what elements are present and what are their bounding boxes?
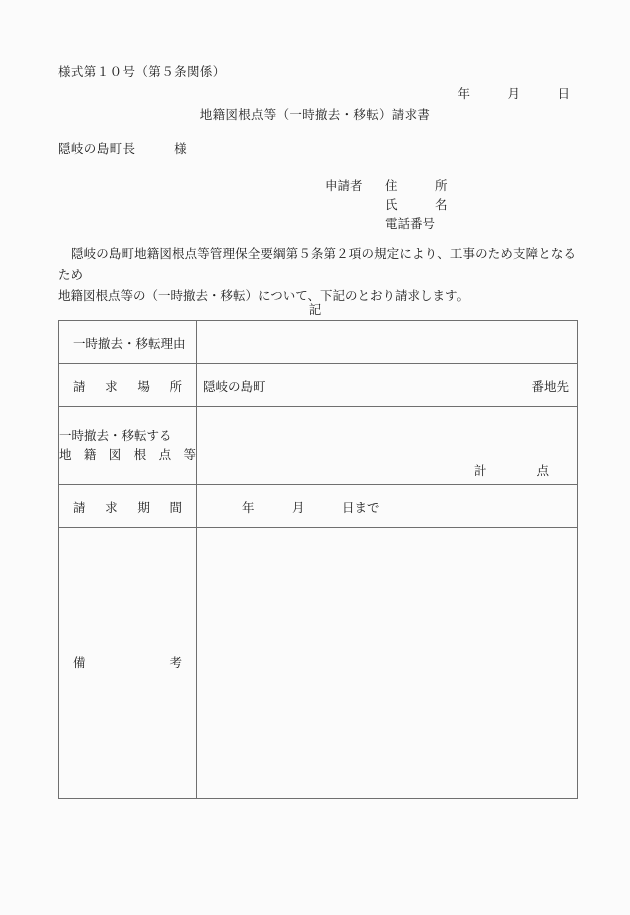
points-total-field: 計 点 [473, 463, 549, 478]
cell-label-remarks [59, 528, 197, 799]
label-period-char-1: 請 [73, 500, 86, 515]
label-period-char-3: 期 [137, 500, 150, 515]
cell-value-period[interactable] [197, 485, 578, 528]
label-place-char-2: 求 [105, 379, 118, 394]
table-row-reason [59, 321, 578, 364]
label-points-char-3: 図 [108, 447, 122, 462]
cell-label-reason [59, 321, 197, 364]
body-paragraph-line-2: 地籍図根点等の（一時撤去・移転）について、下記のとおり請求します。 [58, 288, 470, 303]
value-place-banchisaki: 番地先 [531, 379, 569, 394]
label-points-char-1: 地 [59, 447, 72, 462]
label-place-char-4: 所 [169, 379, 182, 394]
label-period [59, 498, 196, 516]
label-reason: 一時撤去・移転理由 [73, 336, 186, 351]
form-number: 様式第１０号（第５条関係） [58, 64, 226, 79]
label-remarks-char-2: 考 [169, 655, 182, 670]
applicant-label: 申請者 [325, 178, 363, 193]
label-points-line-2 [59, 445, 196, 464]
label-points-char-4: 根 [133, 447, 147, 462]
table-row-points [59, 407, 578, 485]
label-remarks [59, 653, 196, 671]
cell-value-reason[interactable] [197, 321, 578, 364]
document-title: 地籍図根点等（一時撤去・移転）請求書 [199, 107, 431, 122]
applicant-block [325, 176, 448, 233]
label-points [59, 409, 196, 481]
cell-value-remarks[interactable] [197, 528, 578, 799]
label-remarks-char-1: 備 [73, 655, 86, 670]
request-form-table [58, 320, 578, 799]
ki-marker: 記 [308, 302, 322, 317]
value-place [197, 377, 577, 395]
cell-value-place[interactable] [197, 364, 578, 407]
table-row-remarks [59, 528, 578, 799]
label-points-char-6: 等 [183, 447, 196, 462]
cell-value-points[interactable] [197, 407, 578, 485]
table-row-period [59, 485, 578, 528]
label-points-char-5: 点 [158, 447, 172, 462]
label-points-char-2: 籍 [83, 447, 97, 462]
value-reason [197, 321, 217, 336]
label-points-line-1: 一時撤去・移転する [59, 428, 172, 443]
label-period-char-2: 求 [105, 500, 118, 515]
applicant-field-phone: 電話番号 [385, 216, 436, 231]
table-row-place [59, 364, 578, 407]
label-place-char-1: 請 [73, 379, 86, 394]
label-place [59, 377, 196, 395]
applicant-row-name [325, 195, 448, 214]
value-remarks [197, 528, 217, 543]
label-period-char-4: 間 [169, 500, 182, 515]
label-place-char-3: 場 [137, 379, 150, 394]
value-place-town: 隠岐の島町 [203, 379, 266, 394]
value-period: 年 月 日まで [242, 500, 380, 515]
body-paragraph [58, 243, 576, 306]
applicant-field-name: 氏 名 [385, 197, 448, 212]
cell-label-period [59, 485, 197, 528]
body-paragraph-line-1: 隠岐の島町地籍図根点等管理保全要綱第５条第２項の規定により、工事のため支障となるため [58, 246, 576, 282]
cell-label-points [59, 407, 197, 485]
applicant-row-address [325, 176, 448, 195]
addressee-line: 隠岐の島町長 様 [58, 141, 188, 156]
applicant-field-address: 住 所 [385, 178, 448, 193]
applicant-row-phone [325, 214, 448, 233]
date-line: 年 月 日 [457, 86, 570, 101]
cell-label-place [59, 364, 197, 407]
